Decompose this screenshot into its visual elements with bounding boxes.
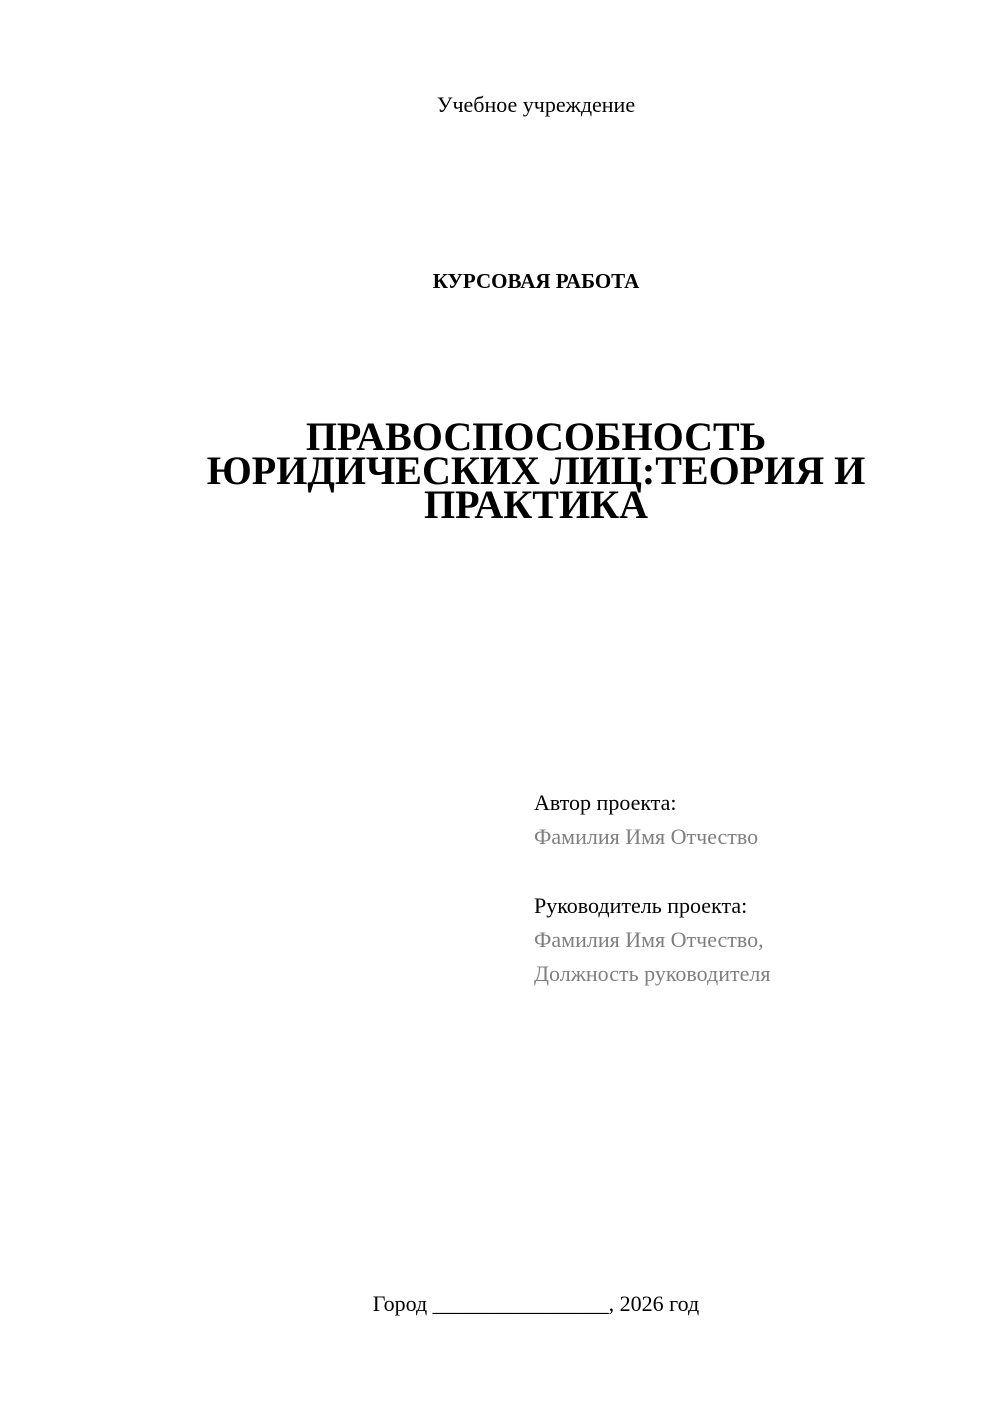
title-line: ПРАВОСПОСОБНОСТЬ xyxy=(305,414,767,459)
supervisor-label: Руководитель проекта: xyxy=(534,893,748,918)
city-year-line: Город ________________, 2026 год xyxy=(372,1291,700,1316)
institution-name: Учебное учреждение xyxy=(436,92,636,117)
work-title xyxy=(170,414,902,527)
supervisor-name: Фамилия Имя Отчество, xyxy=(534,927,764,952)
author-name: Фамилия Имя Отчество xyxy=(534,824,759,849)
spacer xyxy=(534,854,770,889)
supervisor-position: Должность руководителя xyxy=(534,961,771,986)
document-type: КУРСОВАЯ РАБОТА xyxy=(432,269,640,293)
author-label: Автор проекта: xyxy=(534,790,677,815)
project-info xyxy=(534,786,770,991)
title-line: ПРАКТИКА xyxy=(423,482,648,527)
title-line: ЮРИДИЧЕСКИХ ЛИЦ:ТЕОРИЯ И xyxy=(206,448,866,493)
